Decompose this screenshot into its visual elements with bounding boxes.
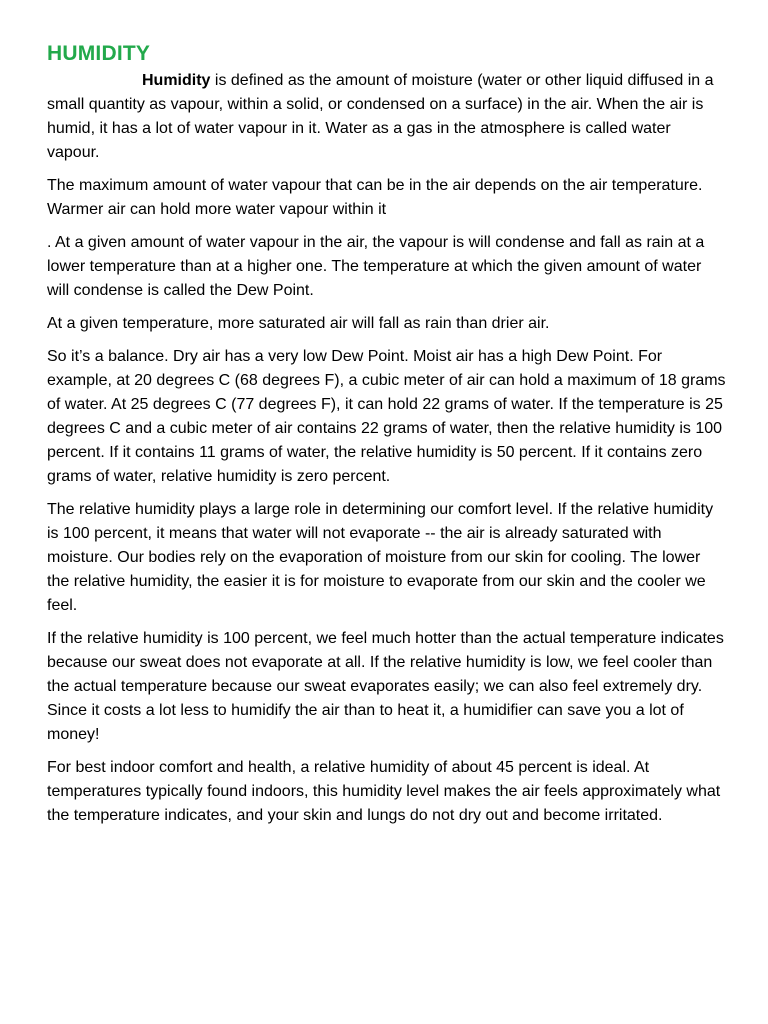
intro-paragraph	[47, 69, 727, 165]
paragraph-hotter-cooler: If the relative humidity is 100 percent, we feel much hotter than the actual temperature indicates because our sweat does not evaporate at all. If the relative humidity is low, we feel cooler than the actual temperature because our sweat evaporates easily; we can also feel extremely dry. Since it costs a lot less to humidify the air than to heat it, a humidifier can save you a lot of money!	[47, 630, 724, 743]
intro-term: Humidity	[142, 72, 211, 89]
paragraph-dew-point: . At a given amount of water vapour in the air, the vapour is will condense and fall as rain at a lower temperature than at a higher one. The temperature at which the given amount of water will condense is called the Dew Point.	[47, 234, 705, 299]
paragraph-saturated-air: At a given temperature, more saturated air will fall as rain than drier air.	[47, 315, 550, 332]
document-page	[47, 40, 727, 837]
paragraph-ideal-humidity: For best indoor comfort and health, a relative humidity of about 45 percent is ideal. At temperatures typically found indoors, this humidity level makes the air feels approximately what the temperature indicates, and your skin and lungs do not dry out and become irritated.	[47, 759, 721, 824]
page-title: HUMIDITY	[47, 42, 151, 65]
paragraph-comfort-level: The relative humidity plays a large role in determining our comfort level. If the relative humidity is 100 percent, it means that water will not evaporate -- the air is already saturated with moisture. Our bodies rely on the evaporation of moisture from our skin for cooling. The lower the relative humidity, the easier it is for moisture to evaporate from our skin and the cooler we feel.	[47, 501, 714, 614]
paragraph-balance: So it’s a balance. Dry air has a very low Dew Point. Moist air has a high Dew Point. For example, at 20 degrees C (68 degrees F), a cubic meter of air can hold a maximum of 18 grams of water. At 25 degrees C (77 degrees F), it can hold 22 grams of water. If the temperature is 25 degrees C and a cubic meter of air contains 22 grams of water, then the relative humidity is 100 percent. If it contains 11 grams of water, the relative humidity is 50 percent. If it contains zero grams of water, relative humidity is zero percent.	[47, 348, 726, 485]
paragraph-max-vapour: The maximum amount of water vapour that can be in the air depends on the air temperature. Warmer air can hold more water vapour within it	[47, 177, 703, 218]
intro-text: is defined as the amount of moisture (water or other liquid diffused in a small quantity as vapour, within a solid, or condensed on a surface) in the air. When the air is humid, it has a lot of water vapour in it. Water as a gas in the atmosphere is called water vapour.	[47, 72, 714, 161]
